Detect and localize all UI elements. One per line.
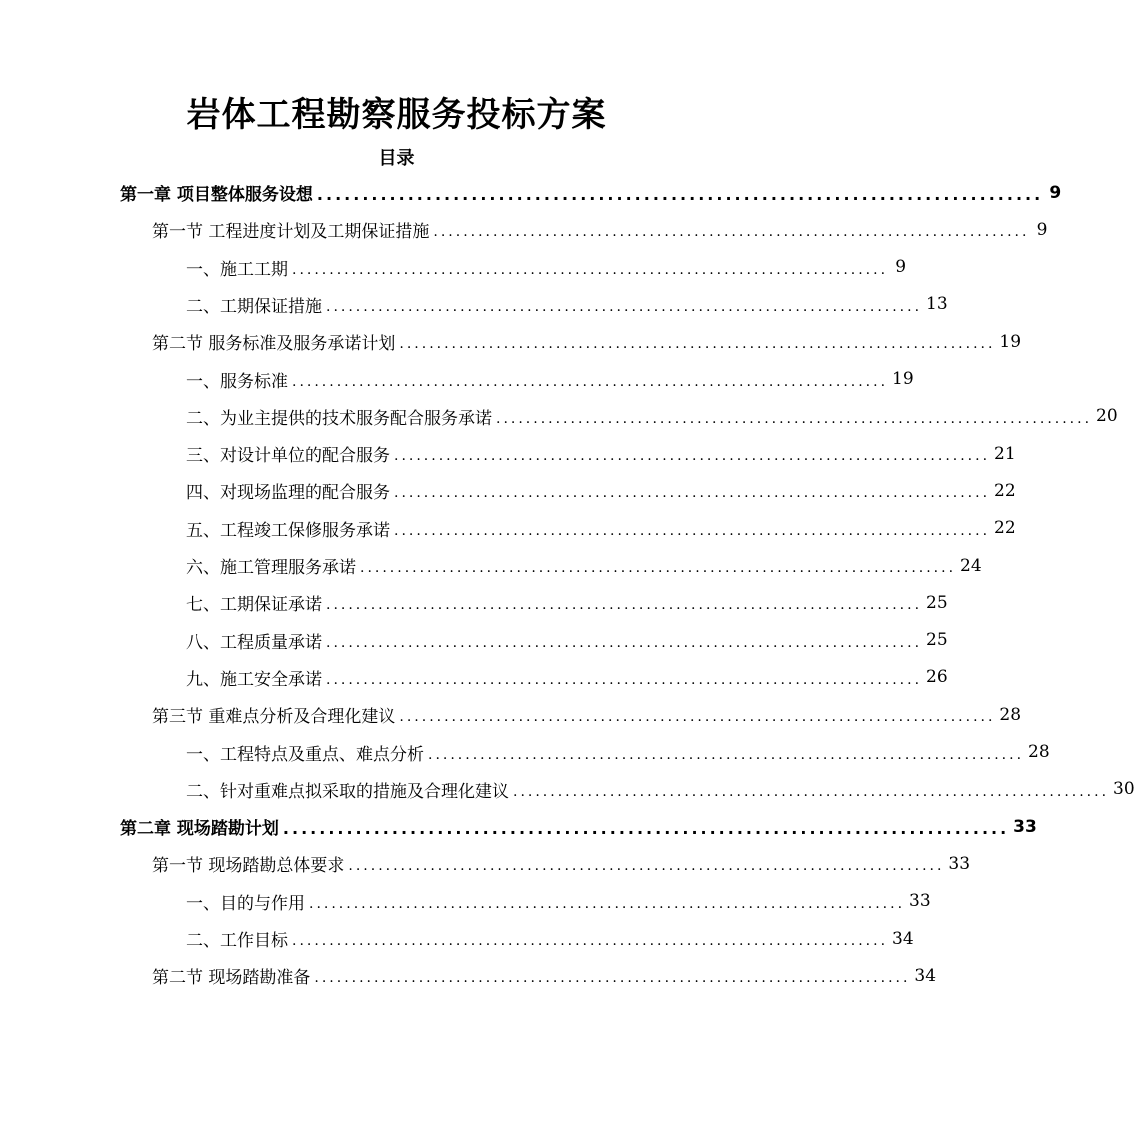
toc-dot-leader: ................................................................................ [326, 671, 923, 688]
toc-dot-leader: ................................................................................ [326, 597, 923, 614]
toc-dot-leader: ................................................................................ [394, 448, 991, 465]
toc-entry-title: 二、为业主提供的技术服务配合服务承诺 [186, 408, 492, 429]
toc-entry[interactable] [186, 249, 907, 286]
toc-entry-title: 第三节 重难点分析及合理化建议 [152, 707, 396, 728]
toc-entry[interactable] [186, 510, 1016, 547]
toc-entry-title: 第一节 工程进度计划及工期保证措施 [152, 222, 430, 243]
toc-entry[interactable] [152, 957, 937, 994]
toc-entry-page-number: 28 [999, 704, 1022, 725]
toc-entry-page-number: 20 [1096, 406, 1118, 427]
document-title: 岩体工程勘察服务投标方案 [186, 95, 607, 135]
toc-entry-title: 第一章 项目整体服务设想 [120, 185, 313, 205]
toc-entry-page-number: 9 [1049, 182, 1062, 203]
toc-entry-title: 四、对现场监理的配合服务 [186, 483, 390, 504]
toc-dot-leader: ................................................................................ [292, 261, 889, 278]
toc-entry-title: 一、工程特点及重点、难点分析 [186, 744, 424, 765]
toc-entry[interactable] [120, 174, 1062, 211]
toc-entry-title: 第一节 现场踏勘总体要求 [152, 856, 345, 877]
toc-dot-leader: ................................................................................ [394, 485, 991, 502]
toc-entry-title: 五、工程竣工保修服务承诺 [186, 520, 390, 541]
toc-entry-page-number: 19 [892, 369, 914, 389]
toc-entry-page-number: 30 [1113, 779, 1135, 800]
toc-entry[interactable] [152, 696, 1022, 733]
toc-entry-page-number: 25 [926, 592, 948, 613]
toc-entry[interactable] [186, 547, 982, 584]
toc-dot-leader: ................................................................................ [348, 858, 945, 875]
toc-entry[interactable] [186, 659, 948, 696]
toc-dot-leader: ................................................................................ [326, 298, 923, 315]
toc-entry-title: 二、针对重难点拟采取的措施及合理化建议 [186, 781, 509, 802]
toc-entry[interactable] [186, 286, 948, 323]
toc-entry-page-number: 21 [994, 443, 1016, 464]
toc-entry[interactable] [186, 920, 914, 957]
toc-dot-leader: ................................................................................ [399, 709, 996, 726]
toc-entry-page-number: 33 [909, 891, 931, 912]
toc-entry-title: 八、工程质量承诺 [186, 632, 322, 653]
toc-dot-leader: ................................................................................ [428, 746, 1025, 763]
toc-dot-leader: ................................................................................ [292, 933, 889, 949]
toc-entry[interactable] [152, 323, 1022, 360]
toc-entry-title: 第二节 服务标准及服务承诺计划 [152, 334, 396, 355]
toc-dot-leader: ................................................................................ [496, 410, 1093, 427]
toc-entry-page-number: 22 [994, 480, 1016, 501]
toc-entry-title: 七、工期保证承诺 [186, 595, 322, 616]
toc-entry-title: 九、施工安全承诺 [186, 669, 322, 690]
toc-entry-page-number: 26 [926, 667, 948, 688]
toc-dot-leader: ................................................................................ [282, 819, 1010, 839]
toc-dot-leader: ................................................................................ [292, 373, 889, 390]
toc-heading: 目录 [378, 148, 415, 169]
toc-entry-page-number: 34 [892, 928, 914, 949]
toc-entry[interactable] [186, 622, 948, 659]
toc-entry-page-number: 25 [926, 630, 948, 651]
toc-entry-page-number: 34 [914, 965, 937, 986]
toc-entry-page-number: 22 [994, 518, 1016, 539]
toc-entry[interactable] [186, 584, 948, 621]
toc-entry-title: 第二章 现场踏勘计划 [120, 819, 279, 840]
toc-dot-leader: ................................................................................ [309, 895, 906, 912]
toc-entry-page-number: 13 [926, 294, 948, 315]
toc-entry-page-number: 24 [960, 555, 982, 576]
toc-entry-title: 三、对设计单位的配合服务 [186, 446, 390, 467]
toc-entry-title: 第二节 现场踏勘准备 [152, 968, 311, 989]
toc-entry-title: 一、服务标准 [186, 371, 288, 392]
toc-dot-leader: ................................................................................ [513, 783, 1110, 800]
toc-entry-page-number: 33 [948, 853, 971, 874]
toc-dot-leader: ................................................................................ [399, 336, 996, 353]
toc-entry-title: 二、工作目标 [186, 931, 288, 951]
toc-entry-title: 六、施工管理服务承诺 [186, 558, 356, 578]
toc-dot-leader: ................................................................................ [316, 185, 1044, 204]
toc-entry[interactable] [186, 883, 931, 920]
toc-entry[interactable] [152, 211, 1048, 248]
toc-entry[interactable] [186, 435, 1016, 472]
toc-dot-leader: ................................................................................ [433, 224, 1030, 241]
toc-dot-leader: ................................................................................ [360, 560, 957, 576]
toc-entry[interactable] [186, 398, 1118, 435]
toc-entry-page-number: 28 [1028, 742, 1050, 762]
toc-entry[interactable] [152, 845, 971, 882]
toc-entry[interactable] [186, 771, 1135, 808]
toc-dot-leader: ................................................................................ [326, 634, 923, 651]
toc-entry[interactable] [186, 734, 1050, 771]
toc-entry-page-number: 9 [1036, 219, 1048, 240]
toc-dot-leader: ................................................................................ [394, 522, 991, 539]
toc-entry[interactable] [186, 361, 914, 398]
toc-entry-page-number: 33 [1013, 816, 1037, 837]
toc-entry-title: 一、目的与作用 [186, 893, 305, 914]
toc-entry-page-number: 9 [895, 257, 907, 278]
toc-entry-title: 二、工期保证措施 [186, 296, 322, 317]
toc-entry-page-number: 19 [999, 331, 1022, 352]
toc-entry[interactable] [186, 472, 1016, 509]
toc-entry[interactable] [120, 808, 1037, 845]
toc-dot-leader: ................................................................................ [314, 970, 911, 987]
toc-entry-title: 一、施工工期 [186, 259, 288, 280]
